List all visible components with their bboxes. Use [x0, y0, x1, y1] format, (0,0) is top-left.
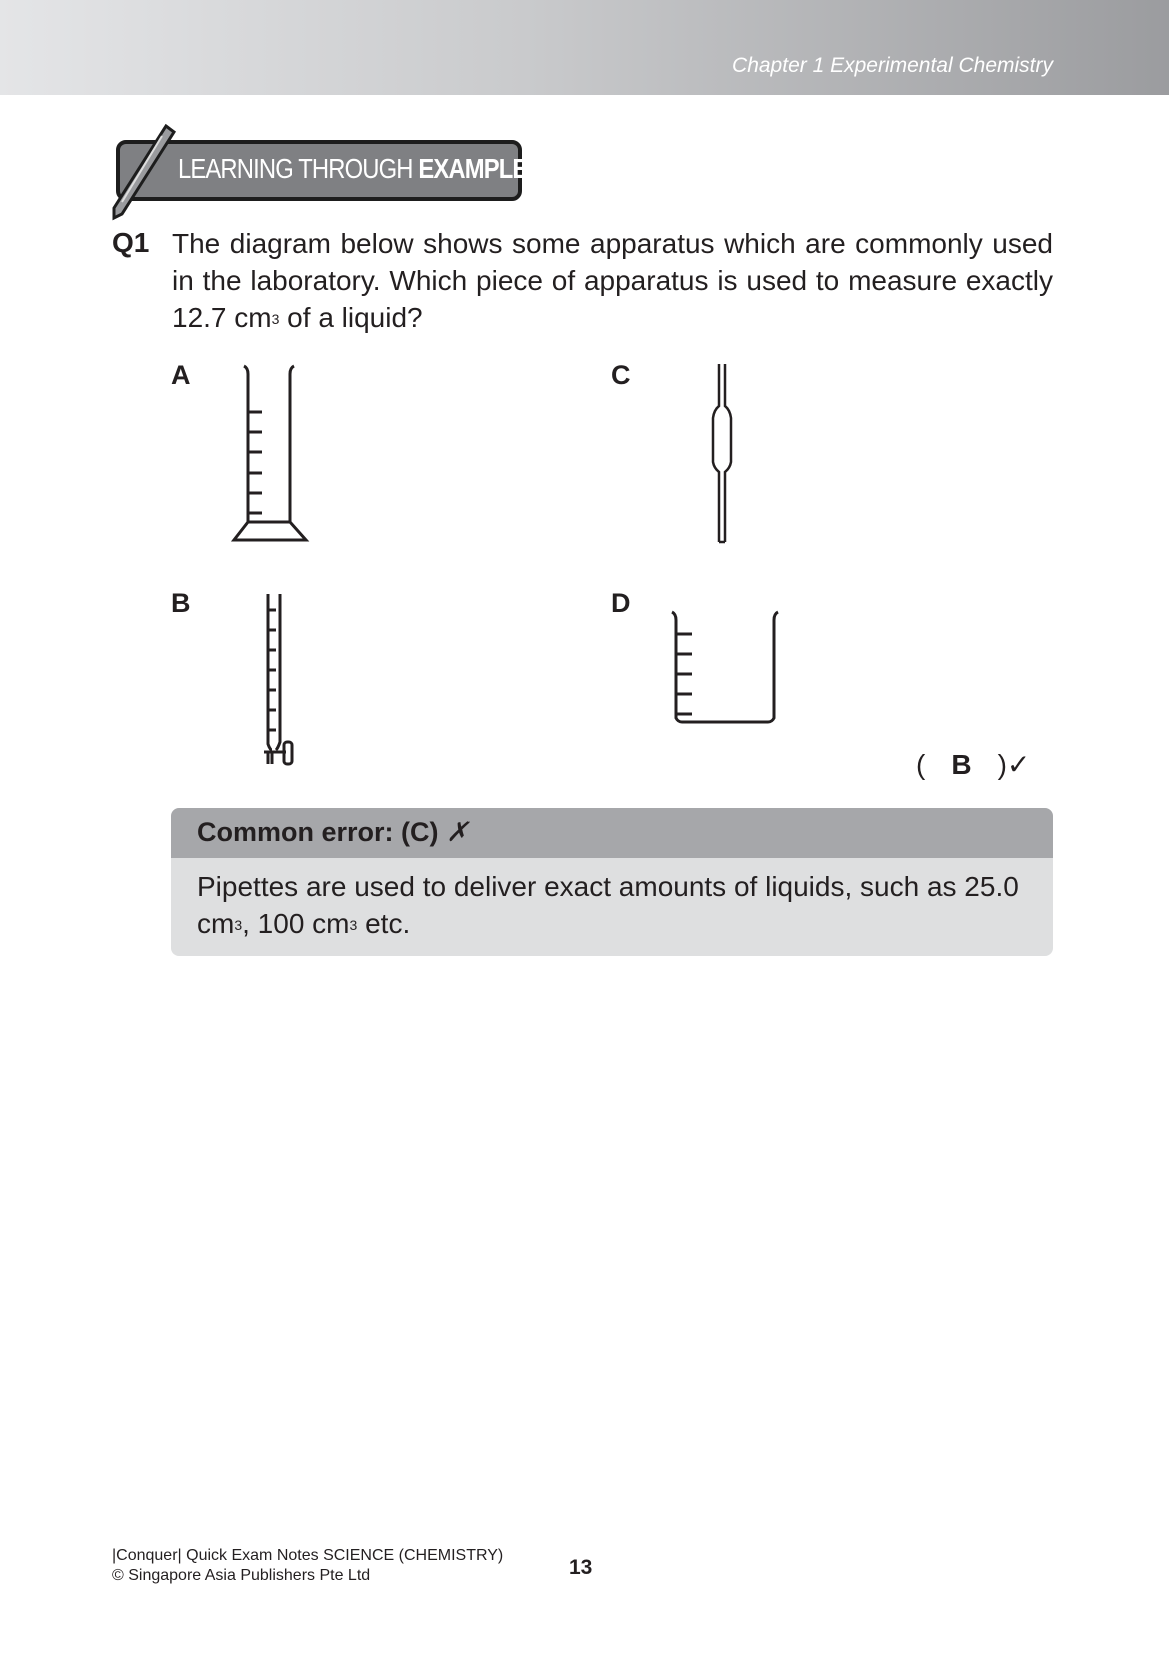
burette-icon [262, 592, 302, 766]
common-error-title-line [197, 817, 469, 848]
footer-book-title: |Conquer| Quick Exam Notes SCIENCE (CHEMISTRY) [112, 1547, 504, 1564]
option-label-c: C [611, 360, 631, 390]
question-text: The diagram below shows some apparatus which are commonly used in the laboratory. Which piece of apparatus is used to measure exactly 12.7 $cm^3$ of a liquid? [172, 228, 1053, 333]
banner-bold-text: EXAMPLES [418, 153, 543, 184]
answer-value: B [951, 749, 972, 780]
pen-icon [108, 122, 178, 222]
beaker-icon [668, 608, 782, 726]
option-label-d: D [611, 588, 631, 618]
answer-indicator: ( B )✓ [916, 749, 1031, 780]
chapter-title: Chapter 1 Experimental Chemistry [732, 54, 1053, 77]
option-label-b: B [171, 588, 191, 618]
banner-light-text: LEARNING THROUGH [178, 153, 419, 184]
cross-icon: ✗ [446, 817, 469, 847]
common-error-explanation: Pipettes are used to deliver exact amounts of liquids, such as 25.0 $cm^3$, 100 $cm^3$ etc. [197, 871, 1019, 939]
measuring-cylinder-icon [230, 362, 310, 544]
common-error-title: Common error: (C) [197, 817, 446, 847]
chapter-header-band [0, 0, 1169, 95]
common-error-header [171, 808, 1053, 858]
check-icon: ✓ [1006, 749, 1031, 780]
question-number: Q1 [112, 227, 150, 258]
common-error-body [171, 858, 1053, 956]
footer-copyright: © Singapore Asia Publishers Pte Ltd [112, 1567, 371, 1584]
option-label-a: A [171, 360, 191, 390]
pipette-icon [710, 362, 736, 546]
section-banner-title [178, 153, 542, 185]
page-number: 13 [569, 1556, 593, 1579]
